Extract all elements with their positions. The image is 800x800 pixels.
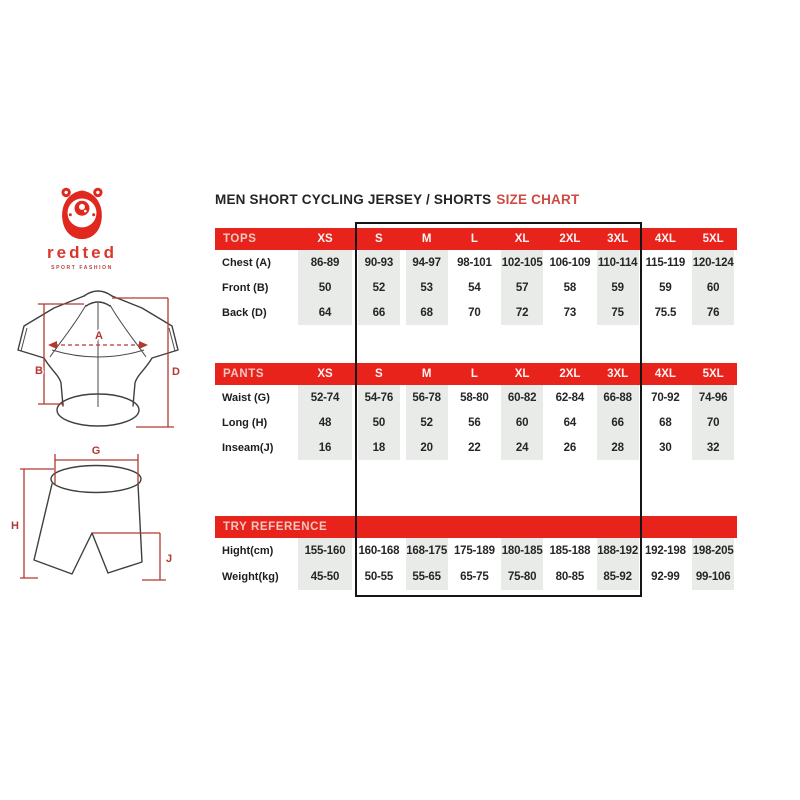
size-column-header: XL xyxy=(514,368,530,380)
try-reference-table-header xyxy=(215,516,737,538)
table-cell xyxy=(295,410,355,435)
table-cell xyxy=(403,564,451,590)
page-title xyxy=(215,192,579,207)
cell-value: 50 xyxy=(298,275,352,300)
table-cell xyxy=(498,564,546,590)
size-column-header: 5XL xyxy=(702,233,724,245)
table-cell xyxy=(689,300,737,325)
row-label: Long (H) xyxy=(222,416,268,429)
cell-value: 59 xyxy=(597,275,639,300)
cell-value: 110-114 xyxy=(597,250,639,275)
bear-logo-icon xyxy=(54,184,110,240)
cell-value: 70 xyxy=(468,306,481,319)
table-row xyxy=(215,435,737,460)
tops-size-table xyxy=(215,228,737,325)
cell-value: 198-205 xyxy=(692,538,734,564)
shorts-label-h: H xyxy=(11,520,19,532)
row-label: Back (D) xyxy=(222,306,267,319)
cell-value: 102-105 xyxy=(501,250,543,275)
table-cell xyxy=(498,385,546,410)
cell-value: 160-168 xyxy=(358,545,400,557)
cell-value: 76 xyxy=(692,300,734,325)
brand-name: redted xyxy=(47,243,117,262)
table-cell xyxy=(689,564,737,590)
cell-value: 54-76 xyxy=(358,385,400,410)
cell-value: 58 xyxy=(563,281,577,294)
table-row xyxy=(215,564,737,590)
table-cell xyxy=(546,385,594,410)
cell-value: 50 xyxy=(358,410,400,435)
jersey-measurement-diagram xyxy=(8,282,188,434)
table-cell xyxy=(295,385,355,410)
size-column-header: XS xyxy=(317,233,333,245)
size-column-header: M xyxy=(421,368,432,380)
table-cell xyxy=(594,275,642,300)
cell-value: 106-109 xyxy=(549,256,591,269)
table-cell xyxy=(642,275,690,300)
cell-value: 64 xyxy=(298,300,352,325)
cell-value: 73 xyxy=(563,306,577,319)
table-cell xyxy=(451,275,499,300)
table-row xyxy=(215,385,737,410)
cell-value: 26 xyxy=(563,441,577,454)
cell-value: 52 xyxy=(406,410,448,435)
cell-value: 58-80 xyxy=(460,391,489,404)
cell-value: 155-160 xyxy=(298,538,352,564)
table-cell xyxy=(594,410,642,435)
table-cell xyxy=(355,435,403,460)
size-column-header: 2XL xyxy=(559,233,581,245)
row-label: Hight(cm) xyxy=(222,545,274,557)
shorts-label-j: J xyxy=(165,553,173,565)
size-column-header: 4XL xyxy=(654,233,676,245)
size-column-header: XS xyxy=(317,368,333,380)
table-cell xyxy=(689,538,737,564)
pants-table-body xyxy=(215,385,737,460)
page-title-main: MEN SHORT CYCLING JERSEY / SHORTS xyxy=(215,192,492,207)
cell-value: 64 xyxy=(563,416,577,429)
table-cell xyxy=(403,410,451,435)
table-cell xyxy=(498,435,546,460)
table-cell xyxy=(546,410,594,435)
table-section-label: TOPS xyxy=(223,233,257,245)
table-cell xyxy=(498,300,546,325)
cell-value: 59 xyxy=(659,281,672,294)
cell-value: 24 xyxy=(501,435,543,460)
table-row xyxy=(215,250,737,275)
pants-table-header xyxy=(215,363,737,385)
table-cell xyxy=(295,275,355,300)
table-cell xyxy=(295,564,355,590)
size-column-header: 4XL xyxy=(654,368,676,380)
table-cell xyxy=(498,275,546,300)
cell-value: 188-192 xyxy=(597,538,639,564)
cell-value: 60-82 xyxy=(501,385,543,410)
cell-value: 55-65 xyxy=(406,564,448,590)
table-cell xyxy=(689,385,737,410)
row-label: Waist (G) xyxy=(222,391,270,404)
table-cell xyxy=(451,385,499,410)
shorts-label-g: G xyxy=(91,445,101,457)
table-cell xyxy=(295,538,355,564)
table-cell xyxy=(403,300,451,325)
table-cell xyxy=(403,435,451,460)
size-column-header: S xyxy=(375,368,383,380)
size-column-header: 3XL xyxy=(607,368,629,380)
table-row xyxy=(215,275,737,300)
table-cell xyxy=(403,538,451,564)
cell-value: 62-84 xyxy=(555,391,585,404)
row-label: Weight(kg) xyxy=(222,571,279,583)
cell-value: 50-55 xyxy=(364,571,394,583)
table-cell xyxy=(689,250,737,275)
cell-value: 60 xyxy=(501,410,543,435)
table-cell xyxy=(451,564,499,590)
try-reference-table-body xyxy=(215,538,737,590)
cell-value: 75.5 xyxy=(654,306,677,319)
table-cell xyxy=(498,250,546,275)
shorts-measurement-diagram xyxy=(8,440,188,600)
table-cell xyxy=(642,250,690,275)
cell-value: 86-89 xyxy=(298,250,352,275)
table-cell xyxy=(355,564,403,590)
cell-value: 45-50 xyxy=(298,564,352,590)
cell-value: 22 xyxy=(468,441,481,454)
table-cell xyxy=(295,250,355,275)
jersey-outline xyxy=(18,291,178,426)
table-row xyxy=(215,300,737,325)
cell-value: 72 xyxy=(501,300,543,325)
cell-value: 99-106 xyxy=(692,564,734,590)
size-column-header: XL xyxy=(514,233,530,245)
page-title-highlight: SIZE CHART xyxy=(496,192,580,207)
size-column-header: 5XL xyxy=(702,368,724,380)
table-cell xyxy=(451,538,499,564)
table-cell xyxy=(689,275,737,300)
table-cell xyxy=(642,564,690,590)
table-cell xyxy=(642,538,690,564)
shorts-outline xyxy=(34,466,142,575)
table-cell xyxy=(498,410,546,435)
table-cell xyxy=(403,275,451,300)
table-cell xyxy=(498,538,546,564)
cell-value: 70-92 xyxy=(651,391,680,404)
table-cell xyxy=(594,538,642,564)
cell-value: 115-119 xyxy=(645,256,686,269)
pants-size-table xyxy=(215,363,737,460)
cell-value: 68 xyxy=(659,416,672,429)
jersey-label-d: D xyxy=(172,366,180,378)
row-label: Chest (A) xyxy=(222,256,271,269)
table-cell xyxy=(451,300,499,325)
table-cell xyxy=(642,435,690,460)
cell-value: 185-188 xyxy=(549,545,591,557)
table-cell xyxy=(451,410,499,435)
tops-table-body xyxy=(215,250,737,325)
table-row xyxy=(215,410,737,435)
table-cell xyxy=(546,275,594,300)
table-cell xyxy=(642,410,690,435)
size-column-header: 3XL xyxy=(607,233,629,245)
cell-value: 85-92 xyxy=(597,564,639,590)
cell-value: 68 xyxy=(406,300,448,325)
cell-value: 192-198 xyxy=(644,545,686,557)
cell-value: 175-189 xyxy=(453,545,495,557)
row-label: Front (B) xyxy=(222,281,269,294)
table-cell xyxy=(642,300,690,325)
table-cell xyxy=(546,538,594,564)
cell-value: 94-97 xyxy=(406,250,448,275)
cell-value: 168-175 xyxy=(406,538,448,564)
size-column-header: M xyxy=(421,233,432,245)
table-cell xyxy=(546,250,594,275)
cell-value: 48 xyxy=(298,410,352,435)
cell-value: 80-85 xyxy=(555,571,585,583)
cell-value: 75 xyxy=(597,300,639,325)
cell-value: 54 xyxy=(468,281,481,294)
cell-value: 56 xyxy=(468,416,481,429)
try-reference-table xyxy=(215,516,737,590)
table-row xyxy=(215,538,737,564)
cell-value: 20 xyxy=(406,435,448,460)
table-cell xyxy=(594,564,642,590)
table-cell xyxy=(594,250,642,275)
brand-tagline: SPORT FASHION xyxy=(51,265,113,271)
size-column-header: 2XL xyxy=(559,368,581,380)
table-cell xyxy=(594,385,642,410)
table-cell xyxy=(451,435,499,460)
cell-value: 28 xyxy=(597,435,639,460)
cell-value: 65-75 xyxy=(460,571,489,583)
table-cell xyxy=(642,385,690,410)
table-cell xyxy=(689,410,737,435)
cell-value: 32 xyxy=(692,435,734,460)
table-cell xyxy=(403,385,451,410)
table-cell xyxy=(403,250,451,275)
table-cell xyxy=(355,250,403,275)
cell-value: 75-80 xyxy=(501,564,543,590)
cell-value: 92-99 xyxy=(651,571,680,583)
cell-value: 56-78 xyxy=(406,385,448,410)
tops-table-header xyxy=(215,228,737,250)
cell-value: 52-74 xyxy=(298,385,352,410)
table-cell xyxy=(355,300,403,325)
table-cell xyxy=(295,300,355,325)
cell-value: 120-124 xyxy=(692,250,734,275)
table-section-label: PANTS xyxy=(223,368,265,380)
size-column-header: S xyxy=(375,233,383,245)
row-label: Inseam(J) xyxy=(222,441,274,454)
table-cell xyxy=(546,300,594,325)
size-column-header: L xyxy=(470,233,478,245)
cell-value: 74-96 xyxy=(692,385,734,410)
table-cell xyxy=(295,435,355,460)
cell-value: 53 xyxy=(406,275,448,300)
table-cell xyxy=(546,564,594,590)
cell-value: 98-101 xyxy=(457,256,492,269)
table-cell xyxy=(355,410,403,435)
cell-value: 16 xyxy=(298,435,352,460)
table-cell xyxy=(355,385,403,410)
jersey-label-b: B xyxy=(35,365,43,377)
table-cell xyxy=(451,250,499,275)
table-cell xyxy=(594,435,642,460)
cell-value: 66-88 xyxy=(597,385,639,410)
cell-value: 66 xyxy=(597,410,639,435)
cell-value: 52 xyxy=(358,275,400,300)
cell-value: 30 xyxy=(659,441,672,454)
cell-value: 180-185 xyxy=(501,538,543,564)
cell-value: 57 xyxy=(501,275,543,300)
table-cell xyxy=(546,435,594,460)
cell-value: 70 xyxy=(692,410,734,435)
cell-value: 66 xyxy=(358,300,400,325)
cell-value: 18 xyxy=(358,435,400,460)
cell-value: 90-93 xyxy=(358,250,400,275)
jersey-label-a: A xyxy=(95,330,103,342)
cell-value: 60 xyxy=(692,275,734,300)
table-cell xyxy=(355,275,403,300)
table-cell xyxy=(355,538,403,564)
table-section-label: TRY REFERENCE xyxy=(223,521,328,533)
table-cell xyxy=(594,300,642,325)
brand-logo xyxy=(20,184,144,271)
size-column-header: L xyxy=(470,368,478,380)
table-cell xyxy=(689,435,737,460)
